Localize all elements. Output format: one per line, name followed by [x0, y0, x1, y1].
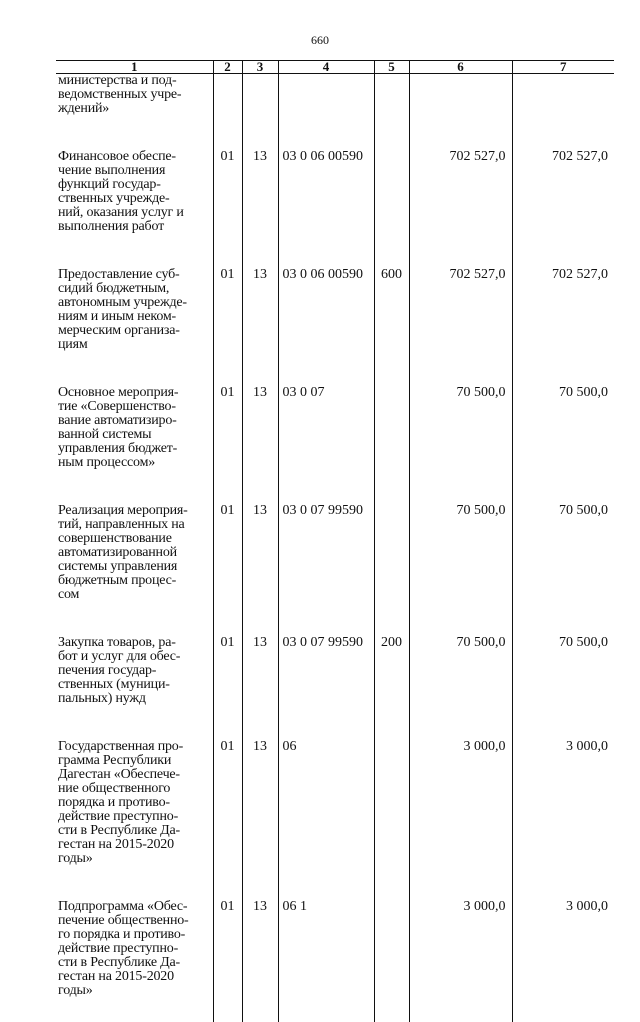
row-name-line: Основное мероприя-	[58, 386, 213, 400]
row-name-line: ственных (муници-	[58, 678, 213, 692]
table-row	[56, 504, 614, 602]
row-name-line: сом	[58, 588, 213, 602]
row-spacer	[56, 706, 614, 740]
target-article-cell: 03 0 06 00590	[278, 268, 374, 352]
table-row	[56, 74, 614, 117]
subsection-code-cell: 13	[242, 504, 278, 602]
row-name-cell	[56, 900, 213, 998]
column-header: 2	[213, 61, 242, 74]
table-header	[56, 61, 614, 74]
column-header: 6	[409, 61, 512, 74]
row-spacer	[56, 352, 614, 386]
row-name-cell	[56, 386, 213, 470]
amount-cell: 70 500,0	[512, 636, 614, 706]
column-header: 3	[242, 61, 278, 74]
table-row	[56, 386, 614, 470]
row-name-line: Государственная про-	[58, 740, 213, 754]
expense-type-cell	[374, 386, 409, 470]
row-name-line: пальных) нужд	[58, 692, 213, 706]
amount-cell: 3 000,0	[512, 900, 614, 998]
target-article-cell: 03 0 07 99590	[278, 504, 374, 602]
row-name-line: Дагестан «Обеспече-	[58, 768, 213, 782]
section-code-cell: 01	[213, 740, 242, 866]
target-article-cell	[278, 74, 374, 117]
subsection-code-cell: 13	[242, 268, 278, 352]
row-name-line: циям	[58, 338, 213, 352]
row-name-line: годы»	[58, 984, 213, 998]
amount-cell: 70 500,0	[409, 636, 512, 706]
row-name-line: Закупка товаров, ра-	[58, 636, 213, 650]
expense-type-cell	[374, 740, 409, 866]
expense-type-cell: 600	[374, 268, 409, 352]
amount-cell	[512, 74, 614, 117]
section-code-cell: 01	[213, 268, 242, 352]
row-name-line: министерства и под-	[58, 74, 213, 88]
section-code-cell: 01	[213, 636, 242, 706]
row-name-line: автономным учрежде-	[58, 296, 213, 310]
budget-table-container	[56, 60, 616, 845]
expense-type-cell	[374, 900, 409, 998]
amount-cell: 70 500,0	[409, 504, 512, 602]
amount-cell: 70 500,0	[409, 386, 512, 470]
row-name-line: го порядка и противо-	[58, 928, 213, 942]
row-spacer	[56, 234, 614, 268]
expense-type-cell	[374, 504, 409, 602]
budget-table	[56, 60, 614, 1022]
amount-cell: 70 500,0	[512, 504, 614, 602]
row-name-line: печение общественно-	[58, 914, 213, 928]
subsection-code-cell	[242, 74, 278, 117]
row-name-line: вание автоматизиро-	[58, 414, 213, 428]
column-header: 7	[512, 61, 614, 74]
target-article-cell: 03 0 06 00590	[278, 150, 374, 234]
row-name-line: мерческим организа-	[58, 324, 213, 338]
table-row	[56, 268, 614, 352]
target-article-cell: 03 0 07	[278, 386, 374, 470]
row-name-line: выполнения работ	[58, 220, 213, 234]
row-name-line: грамма Республики	[58, 754, 213, 768]
table-row	[56, 636, 614, 706]
amount-cell: 702 527,0	[409, 150, 512, 234]
row-name-line: Предоставление суб-	[58, 268, 213, 282]
target-article-cell: 06 1	[278, 900, 374, 998]
table-body	[56, 74, 614, 1022]
section-code-cell: 01	[213, 386, 242, 470]
row-name-line: тий, направленных на	[58, 518, 213, 532]
amount-cell: 3 000,0	[409, 900, 512, 998]
table-row	[56, 900, 614, 998]
row-name-cell	[56, 740, 213, 866]
target-article-cell: 06	[278, 740, 374, 866]
subsection-code-cell: 13	[242, 636, 278, 706]
row-name-line: бот и услуг для обес-	[58, 650, 213, 664]
row-name-cell	[56, 268, 213, 352]
section-code-cell	[213, 74, 242, 117]
row-name-cell	[56, 74, 213, 117]
row-name-line: ждений»	[58, 102, 213, 116]
amount-cell: 702 527,0	[409, 268, 512, 352]
row-name-line: автоматизированной	[58, 546, 213, 560]
row-name-line: чение выполнения	[58, 164, 213, 178]
amount-cell: 3 000,0	[409, 740, 512, 866]
row-filler	[56, 998, 614, 1022]
row-name-line: ниям и иным неком-	[58, 310, 213, 324]
section-code-cell: 01	[213, 150, 242, 234]
row-name-cell	[56, 504, 213, 602]
row-name-line: ным процессом»	[58, 456, 213, 470]
row-name-line: действие преступно-	[58, 942, 213, 956]
row-name-line: годы»	[58, 852, 213, 866]
subsection-code-cell: 13	[242, 740, 278, 866]
row-name-line: гестан на 2015-2020	[58, 970, 213, 984]
row-name-cell	[56, 150, 213, 234]
row-name-line: управления бюджет-	[58, 442, 213, 456]
row-name-line: тие «Совершенство-	[58, 400, 213, 414]
row-spacer	[56, 116, 614, 150]
row-name-line: ний, оказания услуг и	[58, 206, 213, 220]
column-header: 5	[374, 61, 409, 74]
page-number: 660	[0, 33, 640, 48]
section-code-cell: 01	[213, 900, 242, 998]
row-name-line: системы управления	[58, 560, 213, 574]
subsection-code-cell: 13	[242, 150, 278, 234]
row-name-line: ственных учрежде-	[58, 192, 213, 206]
row-name-line: функций государ-	[58, 178, 213, 192]
row-name-line: Реализация мероприя-	[58, 504, 213, 518]
row-name-line: бюджетным процес-	[58, 574, 213, 588]
amount-cell: 3 000,0	[512, 740, 614, 866]
row-name-cell	[56, 636, 213, 706]
column-header: 1	[56, 61, 213, 74]
expense-type-cell: 200	[374, 636, 409, 706]
row-name-line: гестан на 2015-2020	[58, 838, 213, 852]
amount-cell: 702 527,0	[512, 150, 614, 234]
row-name-line: порядка и противо-	[58, 796, 213, 810]
table-row	[56, 150, 614, 234]
row-name-line: ванной системы	[58, 428, 213, 442]
section-code-cell: 01	[213, 504, 242, 602]
row-spacer	[56, 602, 614, 636]
target-article-cell: 03 0 07 99590	[278, 636, 374, 706]
row-name-line: сидий бюджетным,	[58, 282, 213, 296]
expense-type-cell	[374, 150, 409, 234]
subsection-code-cell: 13	[242, 900, 278, 998]
row-name-line: Финансовое обеспе-	[58, 150, 213, 164]
expense-type-cell	[374, 74, 409, 117]
row-name-line: ние общественного	[58, 782, 213, 796]
column-header: 4	[278, 61, 374, 74]
row-name-line: Подпрограмма «Обес-	[58, 900, 213, 914]
amount-cell: 702 527,0	[512, 268, 614, 352]
amount-cell: 70 500,0	[512, 386, 614, 470]
amount-cell	[409, 74, 512, 117]
subsection-code-cell: 13	[242, 386, 278, 470]
row-name-line: действие преступно-	[58, 810, 213, 824]
row-spacer	[56, 470, 614, 504]
row-name-line: сти в Республике Да-	[58, 824, 213, 838]
row-name-line: совершенствование	[58, 532, 213, 546]
row-name-line: ведомственных учре-	[58, 88, 213, 102]
table-row	[56, 740, 614, 866]
row-name-line: сти в Республике Да-	[58, 956, 213, 970]
row-spacer	[56, 866, 614, 900]
row-name-line: печения государ-	[58, 664, 213, 678]
